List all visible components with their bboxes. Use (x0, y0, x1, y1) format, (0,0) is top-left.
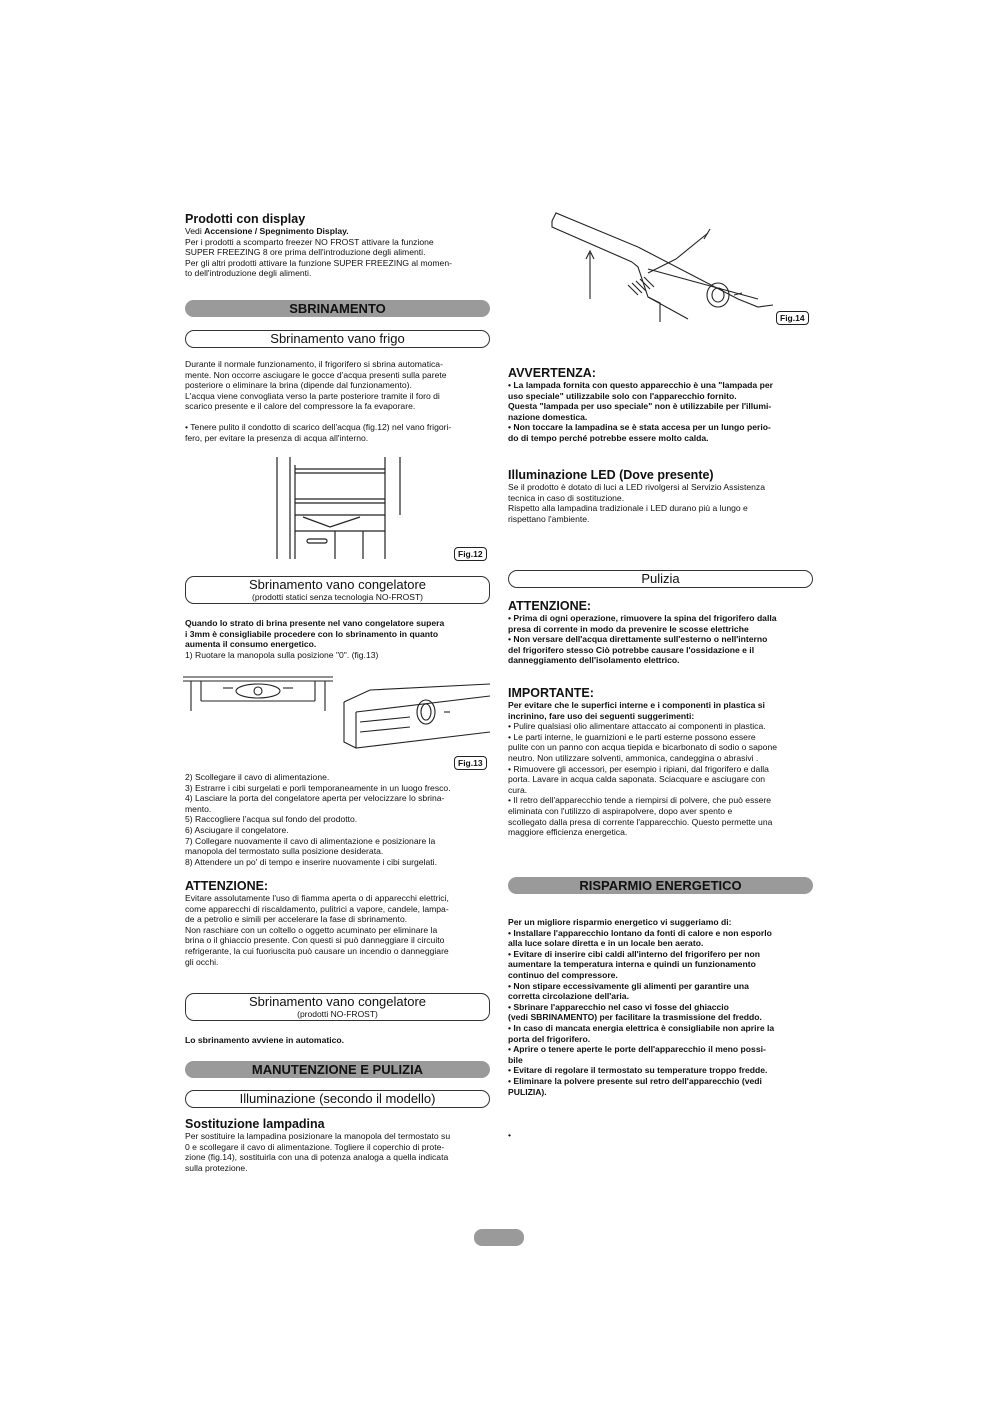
text-line: fero, per evitare la presenza di acqua all'interno. (185, 432, 369, 443)
text-line: alla luce solare diretta e in un locale ben aerato. (508, 938, 704, 949)
attenzione-left (185, 879, 491, 967)
display-title: Prodotti con display (185, 212, 306, 226)
text-line: rispettano l'ambiente. (508, 513, 590, 524)
text-line: Rispetto alla lampadina tradizionale i LED durano più a lungo e (508, 503, 748, 514)
text-line: brina o il ghiaccio presente. Con questi si può danneggiare il circuito (185, 935, 445, 946)
page-number-badge (474, 1229, 524, 1246)
text-line: Durante il normale funzionamento, il frigorifero si sbrina automatica- (185, 359, 443, 369)
display-line3: SUPER FREEZING 8 ore prima dell'introduzione degli alimenti. (185, 247, 426, 258)
thermostat-knob-illustration (183, 673, 333, 715)
text-line: uso speciale" utilizzabile solo con l'apparecchio fornito. (508, 390, 737, 401)
attenzione-title: ATTENZIONE: (508, 599, 592, 613)
step-item: 5) Raccogliere l'acqua sul fondo del prodotto. (185, 814, 358, 825)
importante-section (508, 686, 813, 838)
text-line: Evitare assolutamente l'uso di fiamma aperta o di apparecchi elettrici, (185, 893, 449, 903)
text-line: aumentare la temperatura interna e quindi un funzionamento (508, 959, 756, 970)
text-line: i 3mm è consigliabile procedere con lo sbrinamento in quanto (185, 628, 439, 639)
text-line: presa di corrente in modo da prevenire le scosse elettriche (508, 623, 749, 634)
text-line: 0 e scollegare il cavo di alimentazione. Togliere il coperchio di prote- (185, 1141, 445, 1152)
text-line: mente. Non occorre asciugare le gocce d'acqua presenti sulla parete (185, 369, 447, 380)
text-line: sulla protezione. (185, 1162, 248, 1173)
text-line: aumenta il consumo energetico. (185, 639, 317, 650)
text-line: bile (508, 1054, 523, 1065)
illuminazione-bar: Illuminazione (secondo il modello) (185, 1090, 490, 1108)
congelatore-text (185, 618, 491, 660)
text-line: scollegato dalla presa di corrente l'apparecchio. Questo permette una (508, 816, 773, 827)
text-line: gli occhi. (185, 956, 219, 967)
frigo-text (185, 359, 491, 443)
display-line4: Per gli altri prodotti attivare la funzione SUPER FREEZING al momen- (185, 257, 452, 268)
avvertenza-title: AVVERTENZA: (508, 366, 596, 380)
text-line: eliminata con l'utilizzo di aspirapolvere, dopo aver spento e (508, 805, 733, 816)
text-line: de a petrolio e simili per accelerare la fase di sbrinamento. (185, 914, 408, 925)
fridge-drain-illustration (275, 455, 405, 560)
text-line: corretta circolazione dell'aria. (508, 991, 629, 1002)
text-line: Se il prodotto è dotato di luci a LED rivolgersi al Servizio Assistenza (508, 482, 765, 492)
text-line: • Tenere pulito il condotto di scarico dell'acqua (fig.12) nel vano frigori- (185, 421, 452, 432)
fig14-label: Fig.14 (776, 311, 809, 325)
display-line2: Per i prodotti a scomparto freezer NO FROST attivare la funzione (185, 236, 434, 247)
pulizia-bar: Pulizia (508, 570, 813, 588)
nofrost-text: Lo sbrinamento avviene in automatico. (185, 1035, 345, 1045)
text-line: nazione domestica. (508, 411, 588, 422)
display-line1: Vedi Accensione / Spegnimento Display. (185, 226, 349, 236)
text-line: L'acqua viene convogliata verso la parte posteriore tramite il foro di (185, 390, 440, 401)
risparmio-bar: RISPARMIO ENERGETICO (508, 877, 813, 894)
text-line: Quando lo strato di brina presente nel vano congelatore supera (185, 618, 445, 628)
text-line: del frigorifero stesso Ciò potrebbe causare l'ossidazione e il (508, 644, 755, 655)
text-line: • Non stipare eccessivamente gli alimenti per garantire una (508, 980, 749, 991)
text-line: danneggiamento dell'isolamento elettrico. (508, 655, 680, 666)
lamp-cover-illustration (548, 207, 778, 332)
congelatore-bar (185, 576, 490, 604)
sostituzione-section (185, 1117, 491, 1173)
freezer-control-illustration (340, 682, 492, 750)
text-line: (vedi SBRINAMENTO) per facilitare la trasmissione del freddo. (508, 1012, 762, 1023)
text-line: neutro. Non utilizzare solventi, ammonica, candeggina o abrasivi . (508, 752, 759, 763)
text-line: • Eliminare la polvere presente sul retro dell'apparecchio (vedi (508, 1075, 762, 1086)
sbrinamento-bar: SBRINAMENTO (185, 300, 490, 317)
text-line: come apparecchi di riscaldamento, pulitrici a vapore, candele, lampa- (185, 903, 449, 914)
fig12-label: Fig.12 (454, 547, 487, 561)
text-line: • Evitare di inserire cibi caldi all'interno del frigorifero per non (508, 948, 760, 959)
text-line: posteriore o eliminare la brina (dipende dal funzionamento). (185, 380, 412, 391)
step-item: mento. (185, 803, 212, 814)
text-line: • Aprire o tenere aperte le porte dell'apparecchio il meno possi- (508, 1044, 766, 1055)
display-line5: to dell'introduzione degli alimenti. (185, 268, 312, 279)
text-line: • In caso di mancata energia elettrica è consigliabile non aprire la (508, 1022, 775, 1033)
text-line: zione (fig.14), sostituirla con una di potenza analoga a quella indicata (185, 1152, 449, 1163)
congelatore-bar-title: Sbrinamento vano congelatore (248, 577, 427, 592)
congelatore-bar-sub: (prodotti statici senza tecnologia NO-FROST) (251, 592, 423, 602)
nofrost-bar-title: Sbrinamento vano congelatore (248, 994, 427, 1009)
frigo-bar: Sbrinamento vano frigo (185, 330, 490, 348)
text-line: • Non versare dell'acqua direttamente sull'esterno o nell'interno (508, 634, 768, 645)
text-line: • Prima di ogni operazione, rimuovere la spina del frigorifero dalla (508, 613, 777, 623)
text-line: do di tempo perché potrebbe essere molto calda. (508, 432, 709, 443)
sostituzione-title: Sostituzione lampadina (185, 1117, 325, 1131)
avvertenza-section (508, 366, 813, 444)
text-line: • Non toccare la lampadina se è stata accesa per un lungo perio- (508, 422, 771, 433)
manutenzione-bar: MANUTENZIONE E PULIZIA (185, 1061, 490, 1078)
text-line: tecnica in caso di sostituzione. (508, 492, 625, 503)
section-display (185, 212, 491, 279)
step-item: 4) Lasciare la porta del congelatore aperta per velocizzare lo sbrina- (185, 793, 445, 804)
fig13-label: Fig.13 (454, 756, 487, 770)
text-line: cura. (508, 784, 528, 795)
text-line: • Installare l'apparecchio lontano da fonti di calore e non esporlo (508, 927, 772, 938)
text-line: Per un migliore risparmio energetico vi suggeriamo di: (508, 917, 732, 927)
text-line: • Sbrinare l'apparecchio nel caso vi fosse del ghiaccio (508, 1001, 729, 1012)
text-line: Per sostituire la lampadina posizionare la manopola del termostato su (185, 1131, 451, 1141)
attenzione-title: ATTENZIONE: (185, 879, 269, 893)
nofrost-bar (185, 993, 490, 1021)
text-line: • Evitare di regolare il termostato su temperature troppo fredde. (508, 1065, 768, 1076)
step-item: 3) Estrarre i cibi surgelati e porli temporaneamente in un luogo fresco. (185, 782, 451, 793)
risparmio-section (508, 917, 813, 1097)
text-line: • Le parti interne, le guarnizioni e le parti esterne possono essere (508, 731, 756, 742)
step-item: 6) Asciugare il congelatore. (185, 824, 289, 835)
text-line: Per evitare che le superfici interne e i componenti in plastica si (508, 700, 765, 710)
text-line: Questa "lampada per uso speciale" non è utilizzabile per l'illumi- (508, 401, 772, 412)
text-line: incrinino, fare uso dei seguenti suggerimenti: (508, 710, 695, 721)
text-line: maggiore efficienza energetica. (508, 827, 628, 838)
step-item: manopola del termostato sulla posizione desiderata. (185, 846, 384, 857)
text-line: porta. Lavare in acqua calda saponata. Sciacquare e asciugare con (508, 774, 766, 785)
text-line: pulite con un panno con acqua tiepida e bicarbonato di sodio o sapone (508, 742, 777, 753)
congelatore-steps (185, 772, 491, 867)
step-item: 7) Collegare nuovamente il cavo di alimentazione e posizionare la (185, 835, 436, 846)
text-line: • Rimuovere gli accessori, per esempio i ripiani, dal frigorifero e dalla (508, 763, 769, 774)
text-line: Non raschiare con un coltello o oggetto acuminato per eliminare la (185, 924, 438, 935)
text-line: PULIZIA). (508, 1086, 547, 1097)
text-line: porta del frigorifero. (508, 1033, 591, 1044)
led-section (508, 468, 813, 524)
text-line: refrigerante, la cui fuoriuscita può causare un incendio o danneggiare (185, 945, 449, 956)
step-item: 2) Scollegare il cavo di alimentazione. (185, 772, 330, 782)
text-line: continuo del compressore. (508, 969, 618, 980)
text-line: • Il retro dell'apparecchio tende a riempirsi di polvere, che può essere (508, 795, 772, 806)
led-title: Illuminazione LED (Dove presente) (508, 468, 714, 482)
importante-title: IMPORTANTE: (508, 686, 594, 700)
nofrost-bar-sub: (prodotti NO-FROST) (297, 1009, 378, 1019)
stray-bullet: • (508, 1130, 512, 1140)
step-item: 8) Attendere un po' di tempo e inserire nuovamente i cibi surgelati. (185, 856, 437, 867)
text-line: • La lampada fornita con questo apparecchio è una "lampada per (508, 380, 773, 390)
text-line: • Pulire qualsiasi olio alimentare attaccato ai componenti in plastica. (508, 721, 766, 732)
text-line: 1) Ruotare la manopola sulla posizione "0". (fig.13) (185, 649, 379, 660)
attenzione-right (508, 599, 813, 666)
text-line: scarico presente e il calore del compressore la fa evaporare. (185, 401, 416, 412)
